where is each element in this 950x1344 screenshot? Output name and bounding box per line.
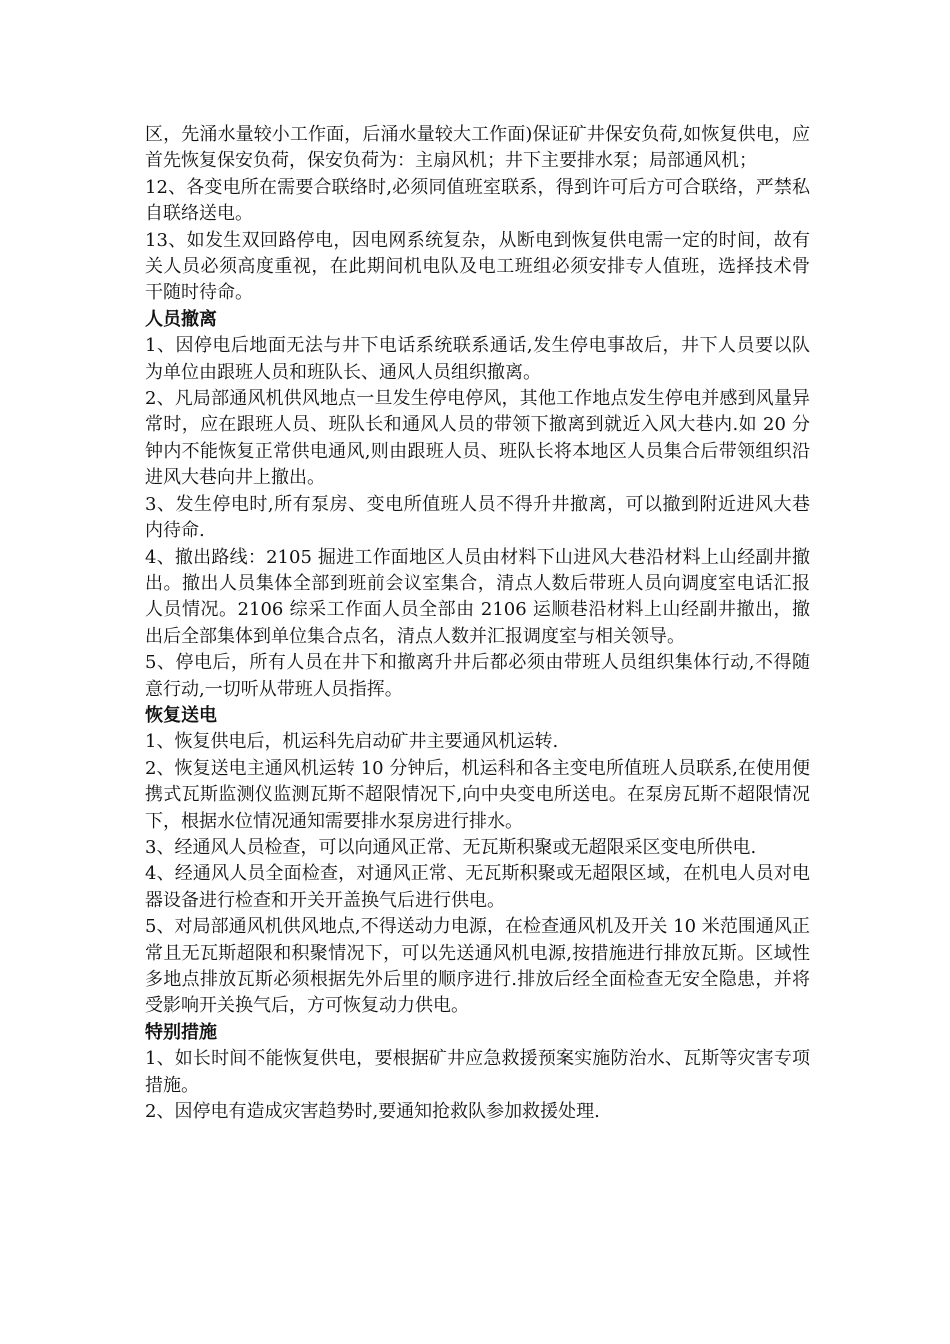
restore-item-2: 2、恢复送电主通风机运转 10 分钟后，机运科和各主变电所值班人员联系,在使用便携式瓦斯监测仪监测瓦斯不超限情况下,向中央变电所送电。在泵房瓦斯不超限情况下，根据水位情况通知需要排水泵房进行排水。 — [145, 757, 810, 832]
evacuation-item-1: 1、因停电后地面无法与井下电话系统联系通话,发生停电事故后，井下人员要以队为单位由跟班人员和班队长、通风人员组织撤离。 — [145, 335, 810, 383]
restore-item-5: 5、对局部通风机供风地点,不得送动力电源，在检查通风机及开关 10 米范围通风正常且无瓦斯超限和积聚情况下，可以先送通风机电源,按措施进行排放瓦斯。区域性多地点排放瓦斯必须根据先外后里的顺序进行.排放后经全面检查无安全隐患，并将受影响开关换气后，方可恢复动力供电。 — [145, 916, 810, 1017]
evacuation-item-2: 2、凡局部通风机供风地点一旦发生停电停风，其他工作地点发生停电并感到风量异常时，应在跟班人员、班队长和通风人员的带领下撤离到就近入风大巷内.如 20 分钟内不能恢复正常供电通风,则由跟班人员、班队长将本地区人员集合后带领组织沿进风大巷向井上撤出。 — [145, 388, 810, 489]
document-page — [145, 122, 810, 1125]
restore-item-1: 1、恢复供电后，机运科先启动矿井主要通风机运转. — [145, 731, 559, 753]
restore-item-3: 3、经通风人员检查，可以向通风正常、无瓦斯积聚或无超限采区变电所供电. — [145, 836, 757, 858]
intro-paragraph-13: 13、如发生双回路停电，因电网系统复杂，从断电到恢复供电需一定的时间，故有关人员必须高度重视，在此期间机电队及电工班组必须安排专人值班，选择技术骨干随时待命。 — [145, 229, 810, 304]
evacuation-item-5: 5、停电后，所有人员在井下和撤离升井后都必须由带班人员组织集体行动,不得随意行动,一切听从带班人员指挥。 — [145, 652, 810, 700]
section-heading-evacuation: 人员撤离 — [145, 308, 217, 330]
special-item-2: 2、因停电有造成灾害趋势时,要通知抢救队参加救援处理. — [145, 1101, 600, 1123]
section-heading-special-measures: 特别措施 — [145, 1021, 217, 1043]
restore-item-4: 4、经通风人员全面检查，对通风正常、无瓦斯积聚或无超限区域，在机电人员对电器设备进行检查和开关开盖换气后进行供电。 — [145, 863, 810, 911]
special-item-1: 1、如长时间不能恢复供电，要根据矿井应急救援预案实施防治水、瓦斯等灾害专项措施。 — [145, 1048, 810, 1096]
evacuation-item-4: 4、撤出路线：2105 掘进工作面地区人员由材料下山进风大巷沿材料上山经副井撤出。撤出人员集体全部到班前会议室集合，清点人数后带班人员向调度室电话汇报人员情况。2106 综采工作面人员全部由 2106 运顺巷沿材料上山经副井撤出，撤出后全部集体到单位集合点名，清点人数并汇报调度室与相关领导。 — [145, 546, 810, 647]
evacuation-item-3: 3、发生停电时,所有泵房、变电所值班人员不得升井撤离，可以撤到附近进风大巷内待命. — [145, 493, 810, 542]
section-heading-restore-power: 恢复送电 — [145, 704, 217, 726]
intro-paragraph-1: 区，先涌水量较小工作面，后涌水量较大工作面)保证矿井保安负荷,如恢复供电，应首先恢复保安负荷，保安负荷为：主扇风机；井下主要排水泵；局部通风机； — [145, 124, 810, 172]
intro-paragraph-12: 12、各变电所在需要合联络时,必须同值班室联系，得到许可后方可合联络，严禁私自联络送电。 — [145, 176, 810, 225]
